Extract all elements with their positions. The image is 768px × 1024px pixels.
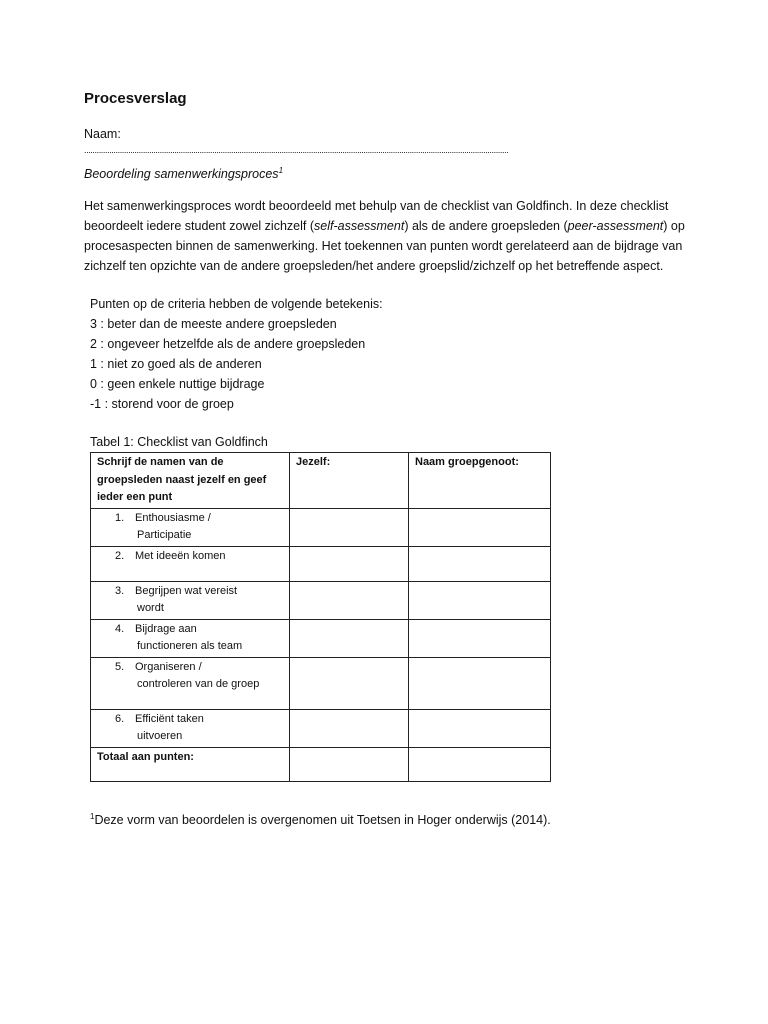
criterion-label: Bijdrage aan: [135, 622, 197, 635]
criterion-number: 1.: [115, 511, 125, 524]
table-caption: Tabel 1: Checklist van Goldfinch: [90, 435, 268, 449]
groupmate-score-cell[interactable]: [409, 546, 551, 581]
self-score-cell[interactable]: [290, 581, 409, 619]
intro-paragraph: [84, 196, 688, 276]
intro-part-3: ) op procesaspecten binnen de samenwerking. Het toekennen van punten wordt gerelateerd aan de bijdrage van zichzelf ten opzichte van de andere groepsleden/het andere groepslid/zichzelf op het betreffende aspect.: [84, 219, 685, 273]
goldfinch-checklist-table: [90, 452, 551, 782]
footnote-mark: 1: [90, 811, 95, 821]
self-score-cell[interactable]: [290, 508, 409, 546]
criterion-cell: [91, 709, 290, 747]
criterion-cell: [91, 657, 290, 709]
intro-part-1: Het samenwerkingsproces wordt beoordeeld met behulp van de checklist van Goldfinch. In deze checklist beoordeelt iedere student zowel zichzelf (: [84, 199, 669, 233]
subtitle-text: Beoordeling samenwerkingsproces: [84, 167, 279, 181]
groupmate-score-cell[interactable]: [409, 657, 551, 709]
criterion-cell: [91, 619, 290, 657]
criterion-label: Enthousiasme /: [135, 511, 211, 524]
table-header-row: [91, 453, 551, 509]
criterion-label-continued: uitvoeren: [137, 730, 183, 742]
total-label-cell: Totaal aan punten:: [91, 747, 290, 781]
criterion-label: Begrijpen wat vereist: [135, 584, 238, 597]
self-score-cell[interactable]: [290, 546, 409, 581]
criterion-label-continued: controleren van de groep: [137, 678, 260, 690]
criterion-number: 4.: [115, 622, 125, 635]
intro-peer-assessment: peer-assessment: [567, 219, 664, 233]
criterion-label: Met ideeën komen: [135, 549, 226, 562]
table-row: [91, 619, 551, 657]
header-cell-instructions: Schrijf de namen van de groepsleden naast jezelf en geef ieder een punt: [91, 453, 290, 509]
intro-part-2: ) als de andere groepsleden (: [404, 219, 568, 233]
table-row: [91, 508, 551, 546]
footnote-text: Deze vorm van beoordelen is overgenomen uit Toetsen in Hoger onderwijs (2014).: [94, 812, 551, 827]
page-title: Procesverslag: [84, 90, 187, 107]
name-dotted-line: ..........................................................................................................................................................................................................: [84, 145, 509, 155]
self-score-cell[interactable]: [290, 619, 409, 657]
criteria-heading: Punten op de criteria hebben de volgende betekenis:: [90, 297, 383, 311]
criterion-label-continued: wordt: [137, 602, 164, 614]
criterion-label-continued: functioneren als team: [137, 640, 243, 652]
criterion-number: 6.: [115, 712, 125, 725]
groupmate-score-cell[interactable]: [409, 508, 551, 546]
criteria-item: 0 : geen enkele nuttige bijdrage: [90, 377, 265, 391]
criterion-cell: [91, 508, 290, 546]
table-total-row: [91, 747, 551, 781]
criteria-list: [90, 294, 688, 414]
header-cell-self: Jezelf:: [290, 453, 409, 509]
criteria-item: 1 : niet zo goed als de anderen: [90, 357, 262, 371]
self-score-cell[interactable]: [290, 657, 409, 709]
document-page: [84, 88, 688, 830]
criterion-label-continued: Participatie: [137, 529, 192, 541]
groupmate-score-cell[interactable]: [409, 709, 551, 747]
table-row: [91, 581, 551, 619]
criteria-item: 3 : beter dan de meeste andere groepsleden: [90, 317, 337, 331]
criterion-cell: [91, 546, 290, 581]
criteria-item: 2 : ongeveer hetzelfde als de andere groepsleden: [90, 337, 366, 351]
criterion-number: 2.: [115, 549, 125, 562]
groupmate-score-cell[interactable]: [409, 619, 551, 657]
criterion-number: 3.: [115, 584, 125, 597]
table-row: [91, 709, 551, 747]
table-row: [91, 657, 551, 709]
footnote: [90, 810, 688, 830]
criterion-label: Efficiënt taken: [135, 712, 204, 725]
self-total-cell[interactable]: [290, 747, 409, 781]
self-score-cell[interactable]: [290, 709, 409, 747]
subtitle-footnote-mark: 1: [278, 165, 284, 175]
table-row: [91, 546, 551, 581]
criteria-item: -1 : storend voor de groep: [90, 397, 234, 411]
groupmate-score-cell[interactable]: [409, 581, 551, 619]
groupmate-total-cell[interactable]: [409, 747, 551, 781]
section-subtitle: [84, 164, 688, 184]
criterion-cell: [91, 581, 290, 619]
name-label: Naam:: [84, 127, 121, 141]
header-cell-groupmate: Naam groepgenoot:: [409, 453, 551, 509]
criterion-number: 5.: [115, 660, 125, 673]
criterion-label: Organiseren /: [135, 660, 202, 673]
intro-self-assessment: self-assessment: [314, 219, 405, 233]
